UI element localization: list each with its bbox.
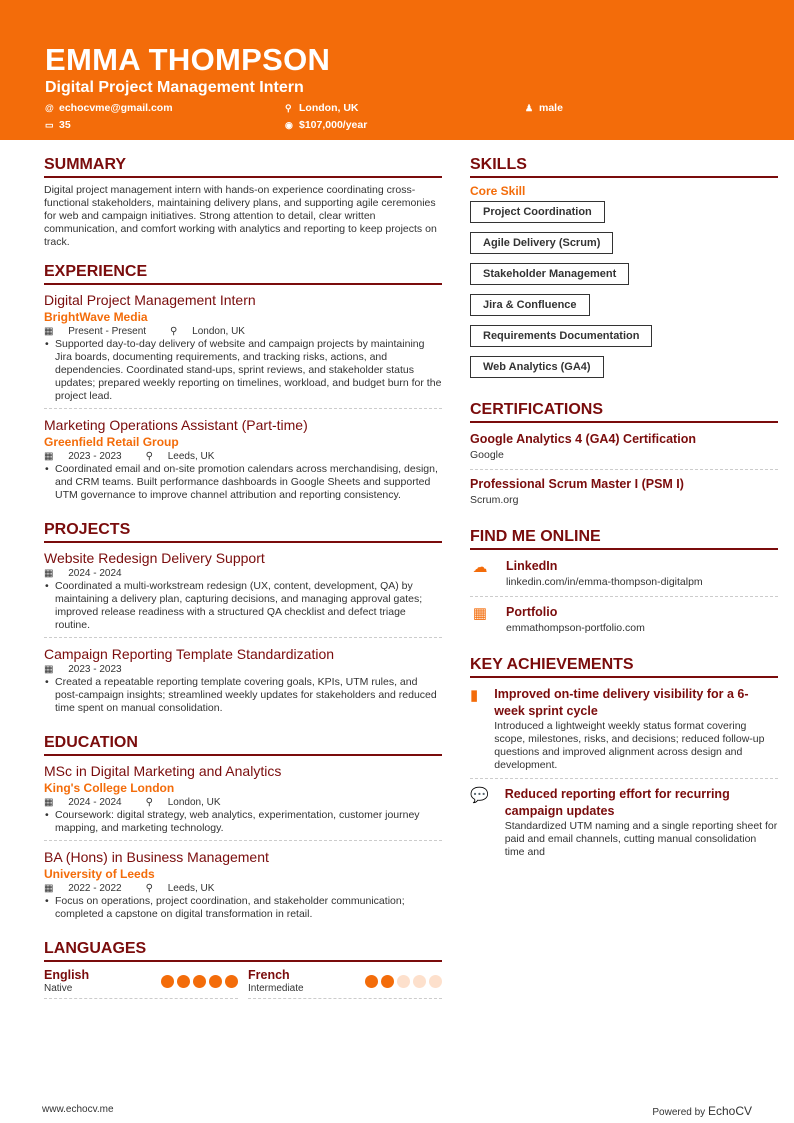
location: Leeds, UK xyxy=(167,451,215,462)
link-name: Portfolio xyxy=(506,605,558,619)
achievement-item xyxy=(470,684,778,779)
skill-tag: Project Coordination xyxy=(470,201,605,223)
cert-issuer: Google xyxy=(470,449,504,461)
project-title: Campaign Reporting Template Standardization xyxy=(44,646,335,662)
powered-by: Powered by xyxy=(652,1107,706,1118)
section-heading: CERTIFICATIONS xyxy=(470,401,778,423)
link-name: LinkedIn xyxy=(506,559,558,573)
section-heading: SUMMARY xyxy=(44,156,442,178)
email[interactable]: echocvme@gmail.com xyxy=(59,102,173,114)
summary-text: Digital project management intern with hands-on experience coordinating cross-functional stakeholders, maintaining delivery plans, and supporting agile ceremonies for web and campaign initiatives. Strong attention to detail, clear written communication, and comfort working with analytics and reporting to keep projects on track. xyxy=(44,184,437,248)
header xyxy=(0,0,794,140)
experience-item xyxy=(44,416,442,507)
link-url[interactable]: linkedin.com/in/emma-thompson-digitalpm xyxy=(506,576,703,588)
date: 2023 - 2023 xyxy=(68,664,122,675)
project-meta xyxy=(44,663,442,676)
education-item xyxy=(44,762,442,841)
skill-tag: Agile Delivery (Scrum) xyxy=(470,232,613,254)
bullet: • Coordinated email and on-site promotion calendars across merchandising, design, and CRM teams. Built performance dashboards in Google Sheets and supported UTM governance to improve channel attribution and reporting consistency. xyxy=(44,463,442,502)
bullet: • Created a repeatable reporting template covering goals, KPIs, UTM rules, and post-campaign insights; streamlined weekly updates for stakeholders and reduced time spent on manual consolidation. xyxy=(44,676,442,715)
user-icon: ♟ xyxy=(525,103,534,113)
rating-dot-empty xyxy=(429,975,442,988)
date: 2024 - 2024 xyxy=(68,797,122,808)
skill-tag: Web Analytics (GA4) xyxy=(470,356,604,378)
footer xyxy=(42,1104,752,1118)
chat-icon: 💬 xyxy=(470,787,489,804)
calendar-icon: ▦ xyxy=(44,664,57,675)
achievement-text: Standardized UTM naming and a single reporting sheet for paid and email channels, cutting manual consolidation time and xyxy=(504,820,778,858)
language-item xyxy=(44,968,238,999)
document-icon: ▮ xyxy=(470,687,479,704)
rating-dot-filled xyxy=(177,975,190,988)
language-level: Native xyxy=(44,983,73,994)
rating-dot-filled xyxy=(209,975,222,988)
section-heading: SKILLS xyxy=(470,156,778,178)
projects-section xyxy=(44,521,442,720)
calculator-icon: ▦ xyxy=(472,605,488,622)
job-title: Marketing Operations Assistant (Part-time) xyxy=(44,417,308,433)
achievement-title: Improved on-time delivery visibility for a 6-week sprint cycle xyxy=(494,687,749,718)
skill-tag: Requirements Documentation xyxy=(470,325,652,347)
date: 2024 - 2024 xyxy=(68,568,122,579)
language-name: English xyxy=(44,968,90,982)
project-item xyxy=(44,549,442,638)
skills-section xyxy=(470,156,778,387)
section-heading: LANGUAGES xyxy=(44,940,442,962)
link-url[interactable]: emmathompson-portfolio.com xyxy=(506,622,645,634)
achievements-section xyxy=(470,656,778,870)
bullet: • Focus on operations, project coordination, and stakeholder communication; completed a capstone on digital transformation in retail. xyxy=(44,895,442,921)
website-link[interactable]: www.echocv.me xyxy=(42,1104,114,1115)
skill-tag: Jira & Confluence xyxy=(470,294,590,316)
online-section xyxy=(470,528,778,642)
candidate-title: Digital Project Management Intern xyxy=(45,79,304,96)
calendar-icon: ▦ xyxy=(44,883,57,894)
section-heading: FIND ME ONLINE xyxy=(470,528,778,550)
edu-meta xyxy=(44,796,442,809)
location-icon: ⚲ xyxy=(145,883,156,894)
language-rating xyxy=(365,968,442,995)
cloud-icon: ☁ xyxy=(472,559,488,576)
cert-name: Professional Scrum Master I (PSM I) xyxy=(470,477,684,491)
location: London, UK xyxy=(167,797,221,808)
section-heading: EDUCATION xyxy=(44,734,442,756)
section-heading: PROJECTS xyxy=(44,521,442,543)
certification-item xyxy=(470,474,778,514)
achievement-text: Introduced a lightweight weekly status format covering scope, milestones, risks, and decisions; reduced follow-up questions and improved alignment across design and development. xyxy=(494,720,765,771)
project-title: Website Redesign Delivery Support xyxy=(44,550,265,566)
location-icon: ⚲ xyxy=(145,797,156,808)
calendar-icon: ▦ xyxy=(44,568,57,579)
cert-name: Google Analytics 4 (GA4) Certification xyxy=(470,432,696,446)
degree: BA (Hons) in Business Management xyxy=(44,849,269,865)
calendar-icon: ▦ xyxy=(44,451,57,462)
rating-dot-filled xyxy=(193,975,206,988)
section-heading: KEY ACHIEVEMENTS xyxy=(470,656,778,678)
project-item xyxy=(44,645,442,720)
location-icon: ⚲ xyxy=(170,326,181,337)
bullet: • Supported day-to-day delivery of website and campaign projects by maintaining Jira boards, documenting requirements, and tracking risks, actions, and dependencies. Coordinated stand-ups, sprint reviews, and stakeholder status updates; prepared weekly reporting on timelines, workload, and budget burn for the project lead. xyxy=(44,338,442,403)
school: King's College London xyxy=(44,781,175,795)
at-icon: @ xyxy=(45,103,54,113)
rating-dot-filled xyxy=(365,975,378,988)
language-rating xyxy=(161,968,238,995)
company: BrightWave Media xyxy=(44,310,148,324)
right-column xyxy=(470,156,778,884)
calendar-icon: ▦ xyxy=(44,326,57,337)
bullet: • Coordinated a multi-workstream redesign (UX, content, development, QA) by maintaining a delivery plan, capturing decisions, and managing approval gates; improved release readiness with a structured QA checklist and defect triage routine. xyxy=(44,580,442,632)
job-meta xyxy=(44,450,442,463)
degree: MSc in Digital Marketing and Analytics xyxy=(44,763,282,779)
rating-dot-empty xyxy=(397,975,410,988)
rating-dot-filled xyxy=(225,975,238,988)
achievement-item xyxy=(470,784,778,865)
cert-issuer: Scrum.org xyxy=(470,494,519,506)
gender: male xyxy=(539,102,563,114)
location: Leeds, UK xyxy=(167,883,215,894)
location-icon: ⚲ xyxy=(285,103,292,113)
location: London, UK xyxy=(192,326,245,337)
date: 2022 - 2022 xyxy=(68,883,122,894)
contact-info xyxy=(45,102,749,131)
summary-section xyxy=(44,156,442,249)
brand: EchoCV xyxy=(707,1104,752,1118)
project-meta xyxy=(44,567,442,580)
date: Present - Present xyxy=(68,326,147,337)
achievement-title: Reduced reporting effort for recurring campaign updates xyxy=(504,787,730,818)
candidate-name: EMMA THOMPSON xyxy=(45,42,331,77)
job-meta xyxy=(44,325,442,338)
skill-tag: Stakeholder Management xyxy=(470,263,629,285)
money-icon: ◉ xyxy=(285,120,293,130)
company: Greenfield Retail Group xyxy=(44,435,179,449)
language-item xyxy=(248,968,442,999)
location: London, UK xyxy=(299,102,359,114)
edu-meta xyxy=(44,882,442,895)
certification-item xyxy=(470,429,778,470)
rating-dot-empty xyxy=(413,975,426,988)
experience-item xyxy=(44,291,442,409)
calendar-icon: ▦ xyxy=(44,797,57,808)
bullet: • Coursework: digital strategy, web analytics, experimentation, customer journey mapping, and marketing technology. xyxy=(44,809,442,835)
online-item xyxy=(470,602,778,642)
left-column xyxy=(44,156,442,1013)
school: University of Leeds xyxy=(44,867,155,881)
date: 2023 - 2023 xyxy=(68,451,122,462)
language-name: French xyxy=(248,968,290,982)
rating-dot-filled xyxy=(161,975,174,988)
education-section xyxy=(44,734,442,926)
experience-section xyxy=(44,263,442,507)
age: 35 xyxy=(59,119,71,131)
rating-dot-filled xyxy=(381,975,394,988)
skill-group: Core Skill xyxy=(470,184,526,198)
language-level: Intermediate xyxy=(248,983,304,994)
calendar-icon: ▭ xyxy=(45,120,54,130)
location-icon: ⚲ xyxy=(145,451,156,462)
salary: $107,000/year xyxy=(299,119,368,131)
certifications-section xyxy=(470,401,778,514)
languages-section xyxy=(44,940,442,999)
online-item xyxy=(470,556,778,597)
education-item xyxy=(44,848,442,926)
job-title: Digital Project Management Intern xyxy=(44,292,256,308)
section-heading: EXPERIENCE xyxy=(44,263,442,285)
